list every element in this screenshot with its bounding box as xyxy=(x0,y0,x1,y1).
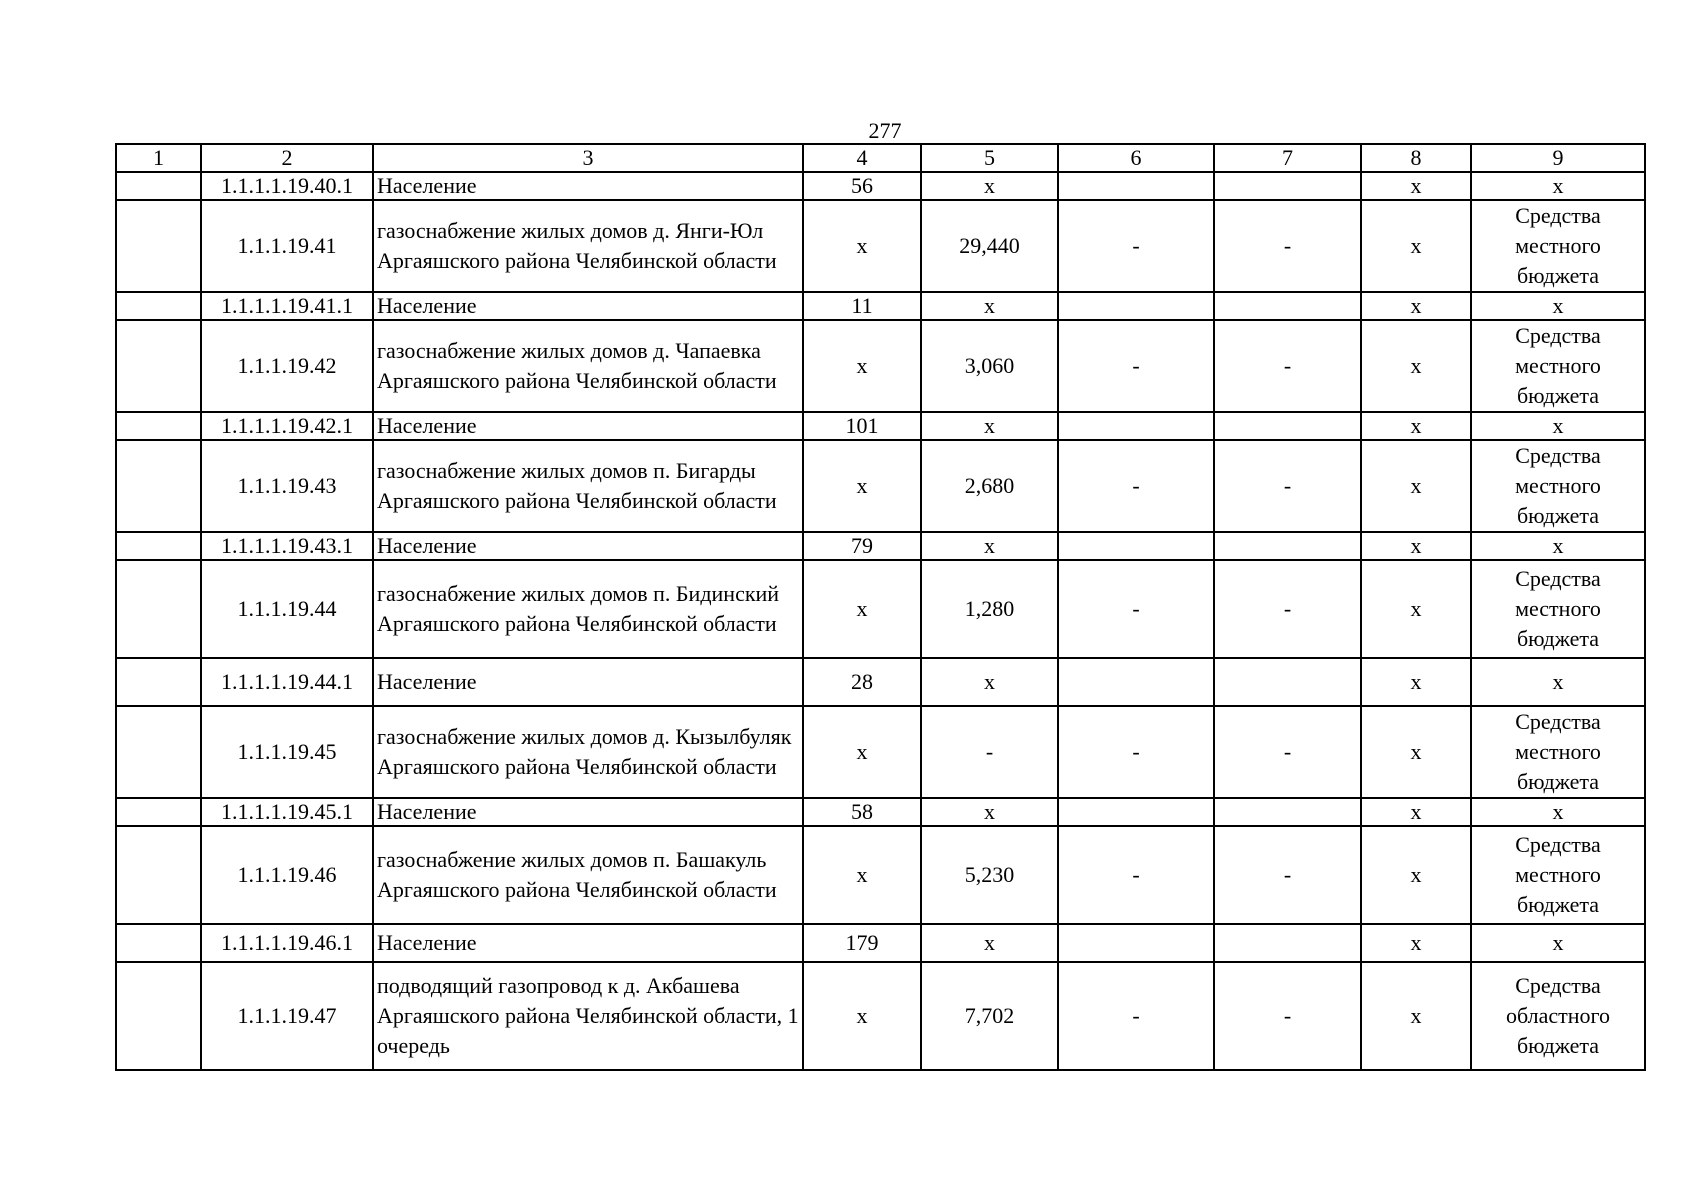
column-header-3: 3 xyxy=(373,144,803,172)
source-cell: х xyxy=(1471,798,1645,826)
col5-cell: 7,702 xyxy=(921,962,1058,1070)
row-index-cell xyxy=(116,172,201,200)
col4-cell: 11 xyxy=(803,292,921,320)
col7-cell: - xyxy=(1214,200,1361,292)
table-row xyxy=(116,320,1645,412)
row-index-cell xyxy=(116,798,201,826)
col6-cell: - xyxy=(1058,826,1214,924)
col7-cell xyxy=(1214,412,1361,440)
column-header-1: 1 xyxy=(116,144,201,172)
column-header-8: 8 xyxy=(1361,144,1471,172)
row-index-cell xyxy=(116,200,201,292)
row-index-cell xyxy=(116,706,201,798)
col5-cell: х xyxy=(921,924,1058,962)
col8-cell: х xyxy=(1361,412,1471,440)
name-cell: газоснабжение жилых домов п. Башакуль Аргаяшского района Челябинской области xyxy=(373,826,803,924)
row-index-cell xyxy=(116,560,201,658)
col8-cell: х xyxy=(1361,532,1471,560)
name-cell: Население xyxy=(373,172,803,200)
col4-cell: х xyxy=(803,826,921,924)
col5-cell: х xyxy=(921,412,1058,440)
col5-cell: х xyxy=(921,658,1058,706)
source-cell: х xyxy=(1471,924,1645,962)
col4-cell: 58 xyxy=(803,798,921,826)
col5-cell: 29,440 xyxy=(921,200,1058,292)
column-header-4: 4 xyxy=(803,144,921,172)
code-cell: 1.1.1.1.19.40.1 xyxy=(201,172,373,200)
name-cell: газоснабжение жилых домов д. Чапаевка Аргаяшского района Челябинской области xyxy=(373,320,803,412)
source-cell: Средства местного бюджета xyxy=(1471,440,1645,532)
col6-cell: - xyxy=(1058,560,1214,658)
col7-cell: - xyxy=(1214,320,1361,412)
col8-cell: х xyxy=(1361,560,1471,658)
col5-cell: х xyxy=(921,532,1058,560)
code-cell: 1.1.1.19.46 xyxy=(201,826,373,924)
source-cell: х xyxy=(1471,658,1645,706)
col6-cell xyxy=(1058,658,1214,706)
row-index-cell xyxy=(116,532,201,560)
code-cell: 1.1.1.19.45 xyxy=(201,706,373,798)
col7-cell: - xyxy=(1214,706,1361,798)
col6-cell: - xyxy=(1058,962,1214,1070)
col4-cell: 101 xyxy=(803,412,921,440)
code-cell: 1.1.1.19.43 xyxy=(201,440,373,532)
table-row xyxy=(116,560,1645,658)
col6-cell xyxy=(1058,798,1214,826)
name-cell: Население xyxy=(373,412,803,440)
row-index-cell xyxy=(116,658,201,706)
table-row xyxy=(116,658,1645,706)
col4-cell: х xyxy=(803,706,921,798)
row-index-cell xyxy=(116,292,201,320)
col4-cell: х xyxy=(803,962,921,1070)
col7-cell: - xyxy=(1214,962,1361,1070)
table-row xyxy=(116,532,1645,560)
name-cell: газоснабжение жилых домов п. Бигарды Аргаяшского района Челябинской области xyxy=(373,440,803,532)
source-cell: Средства местного бюджета xyxy=(1471,706,1645,798)
source-cell: х xyxy=(1471,172,1645,200)
col8-cell: х xyxy=(1361,172,1471,200)
name-cell: подводящий газопровод к д. Акбашева Аргаяшского района Челябинской области, 1 очередь xyxy=(373,962,803,1070)
col5-cell: х xyxy=(921,292,1058,320)
col7-cell: - xyxy=(1214,826,1361,924)
row-index-cell xyxy=(116,962,201,1070)
col7-cell xyxy=(1214,292,1361,320)
column-header-2: 2 xyxy=(201,144,373,172)
source-cell: х xyxy=(1471,412,1645,440)
col6-cell: - xyxy=(1058,320,1214,412)
col5-cell: 1,280 xyxy=(921,560,1058,658)
column-header-7: 7 xyxy=(1214,144,1361,172)
col8-cell: х xyxy=(1361,658,1471,706)
col4-cell: 79 xyxy=(803,532,921,560)
code-cell: 1.1.1.1.19.45.1 xyxy=(201,798,373,826)
col5-cell: 3,060 xyxy=(921,320,1058,412)
code-cell: 1.1.1.19.42 xyxy=(201,320,373,412)
col4-cell: 28 xyxy=(803,658,921,706)
col8-cell: х xyxy=(1361,924,1471,962)
row-index-cell xyxy=(116,440,201,532)
name-cell: Население xyxy=(373,532,803,560)
table-row xyxy=(116,172,1645,200)
col8-cell: х xyxy=(1361,200,1471,292)
code-cell: 1.1.1.1.19.42.1 xyxy=(201,412,373,440)
col7-cell: - xyxy=(1214,560,1361,658)
col7-cell xyxy=(1214,172,1361,200)
col7-cell xyxy=(1214,798,1361,826)
name-cell: Население xyxy=(373,658,803,706)
header-row xyxy=(116,144,1645,172)
col4-cell: х xyxy=(803,560,921,658)
table-row xyxy=(116,706,1645,798)
name-cell: Население xyxy=(373,924,803,962)
col8-cell: х xyxy=(1361,798,1471,826)
col5-cell: 2,680 xyxy=(921,440,1058,532)
col7-cell: - xyxy=(1214,440,1361,532)
name-cell: Население xyxy=(373,292,803,320)
name-cell: Население xyxy=(373,798,803,826)
col6-cell: - xyxy=(1058,706,1214,798)
source-cell: Средства областного бюджета xyxy=(1471,962,1645,1070)
col6-cell xyxy=(1058,172,1214,200)
col8-cell: х xyxy=(1361,706,1471,798)
col4-cell: 179 xyxy=(803,924,921,962)
col7-cell xyxy=(1214,532,1361,560)
code-cell: 1.1.1.1.19.41.1 xyxy=(201,292,373,320)
code-cell: 1.1.1.1.19.46.1 xyxy=(201,924,373,962)
col7-cell xyxy=(1214,924,1361,962)
col7-cell xyxy=(1214,658,1361,706)
col4-cell: х xyxy=(803,320,921,412)
table-row xyxy=(116,412,1645,440)
code-cell: 1.1.1.1.19.44.1 xyxy=(201,658,373,706)
table-row xyxy=(116,826,1645,924)
table-row xyxy=(116,200,1645,292)
col8-cell: х xyxy=(1361,826,1471,924)
col4-cell: х xyxy=(803,440,921,532)
code-cell: 1.1.1.1.19.43.1 xyxy=(201,532,373,560)
name-cell: газоснабжение жилых домов д. Янги-Юл Аргаяшского района Челябинской области xyxy=(373,200,803,292)
row-index-cell xyxy=(116,412,201,440)
col5-cell: 5,230 xyxy=(921,826,1058,924)
row-index-cell xyxy=(116,320,201,412)
data-table xyxy=(115,143,1646,1071)
source-cell: х xyxy=(1471,532,1645,560)
table-row xyxy=(116,962,1645,1070)
col8-cell: х xyxy=(1361,962,1471,1070)
col8-cell: х xyxy=(1361,440,1471,532)
col6-cell xyxy=(1058,292,1214,320)
table-row xyxy=(116,440,1645,532)
col8-cell: х xyxy=(1361,320,1471,412)
col6-cell xyxy=(1058,532,1214,560)
col5-cell: х xyxy=(921,172,1058,200)
column-header-6: 6 xyxy=(1058,144,1214,172)
source-cell: Средства местного бюджета xyxy=(1471,320,1645,412)
source-cell: Средства местного бюджета xyxy=(1471,826,1645,924)
col6-cell: - xyxy=(1058,440,1214,532)
source-cell: х xyxy=(1471,292,1645,320)
code-cell: 1.1.1.19.44 xyxy=(201,560,373,658)
col5-cell: - xyxy=(921,706,1058,798)
table-row xyxy=(116,292,1645,320)
col4-cell: х xyxy=(803,200,921,292)
row-index-cell xyxy=(116,826,201,924)
column-header-9: 9 xyxy=(1471,144,1645,172)
page-number: 277 xyxy=(868,118,902,143)
source-cell: Средства местного бюджета xyxy=(1471,200,1645,292)
col4-cell: 56 xyxy=(803,172,921,200)
table-row xyxy=(116,798,1645,826)
col6-cell: - xyxy=(1058,200,1214,292)
column-header-5: 5 xyxy=(921,144,1058,172)
name-cell: газоснабжение жилых домов п. Бидинский Аргаяшского района Челябинской области xyxy=(373,560,803,658)
source-cell: Средства местного бюджета xyxy=(1471,560,1645,658)
code-cell: 1.1.1.19.41 xyxy=(201,200,373,292)
code-cell: 1.1.1.19.47 xyxy=(201,962,373,1070)
name-cell: газоснабжение жилых домов д. Кызылбуляк Аргаяшского района Челябинской области xyxy=(373,706,803,798)
col5-cell: х xyxy=(921,798,1058,826)
col8-cell: х xyxy=(1361,292,1471,320)
col6-cell xyxy=(1058,412,1214,440)
table-row xyxy=(116,924,1645,962)
col6-cell xyxy=(1058,924,1214,962)
row-index-cell xyxy=(116,924,201,962)
